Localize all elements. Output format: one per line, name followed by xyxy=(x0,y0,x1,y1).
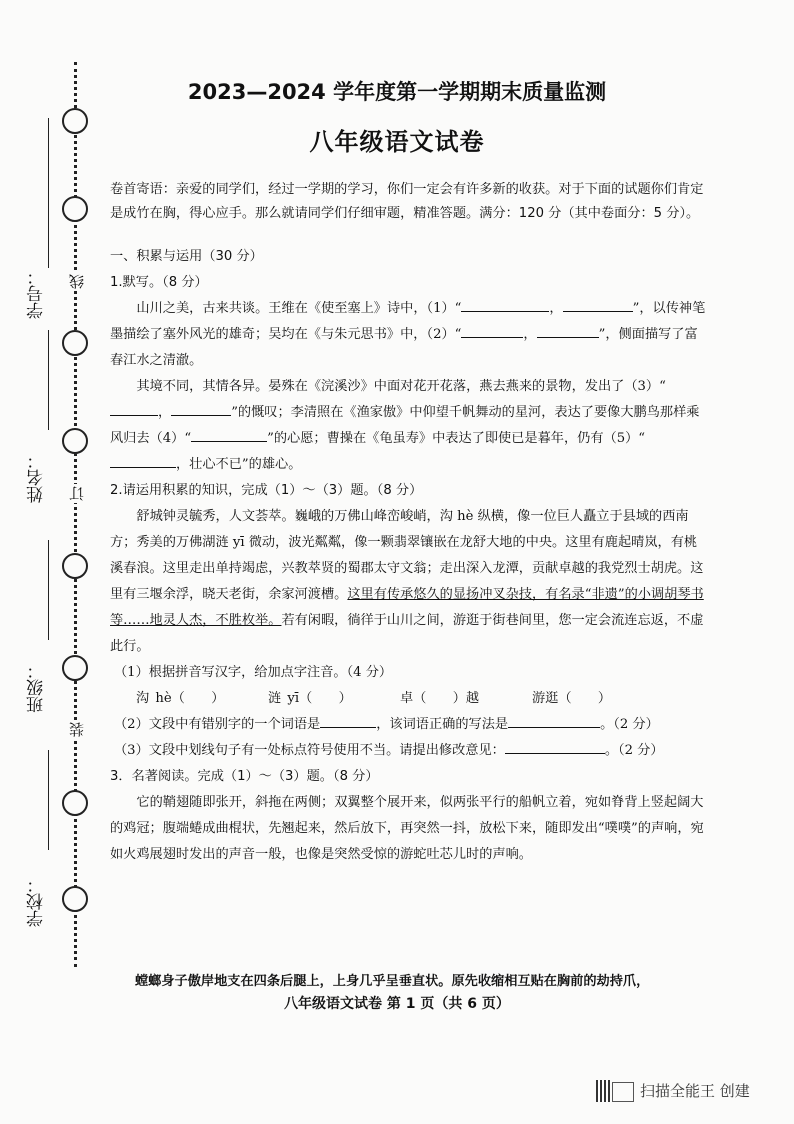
answer-blank-3b[interactable] xyxy=(171,401,231,416)
answer-blank-4[interactable] xyxy=(191,427,267,442)
section-heading: 一、积累与运用（30 分） xyxy=(110,249,263,264)
qr-code-icon xyxy=(596,1080,610,1102)
answer-blank-2a[interactable] xyxy=(461,323,523,338)
scanner-watermark xyxy=(596,1080,764,1102)
answer-blank-wrong-word[interactable] xyxy=(320,713,376,728)
pinyin-item[interactable]: 卓（ ）越 xyxy=(400,691,480,706)
answer-blank-punctuation[interactable] xyxy=(505,739,605,754)
question-3-passage: 它的鞘翅随即张开，斜拖在两侧；双翼整个展开来，似两张平行的船帆立着，宛如脊背上竖起阔大的鸡冠；腹端蜷成曲棍状，先翘起来，然后放下，再突然一抖，放松下来，随即发出“噗噗”的声响，宛如火鸡展翅时发出的声音一般，也像是突然受惊的游蛇吐芯儿时的声响。 xyxy=(110,795,704,862)
question-2-passage: 舒城钟灵毓秀，人文荟萃。巍峨的万佛山峰峦峻峭，沟 hè 纵横，像一位巨人矗立于县域的西南方；秀美的万佛湖涟 yī 微动，波光粼粼，像一颗翡翠镶嵌在龙舒大地的中央。这里有鹿起晴岚，有桃溪春浪。这里走出单持竭虑，兴教萃贤的蜀郡太守文翁；走出深入龙潭，贡献卓越的我党烈士胡虎。这里有三堰余浮，晓天老街，余家河渡槽。这里有传承悠久的显扬冲叉杂技，有名录“非遗”的小调胡琴书等……地灵人杰，不胜枚举。若有闲暇，徜徉于山川之间，游逛于街巷间里，您一定会流连忘返，不虚此行。 xyxy=(110,509,704,654)
staple-marker: 装 xyxy=(68,722,86,737)
student-id-label: 学号： xyxy=(27,268,47,319)
answer-blank-2b[interactable] xyxy=(537,323,599,338)
line-marker: 线 xyxy=(68,274,86,289)
question-2-title: 2.请运用积累的知识，完成（1）～（3）题。（8 分） xyxy=(110,483,423,498)
class-label: 班级： xyxy=(27,662,47,713)
class-write-line xyxy=(48,540,49,640)
answer-blank-1a[interactable] xyxy=(461,297,549,312)
question-1-paragraph-1: 山川之美，古来共谈。王维在《使至塞上》诗中，（1）“ ， ”，以传神笔墨描绘了塞外风光的雄奇；吴均在《与朱元思书》中，（2）“ ， ”，侧面描写了富春江水之清澈。 xyxy=(110,296,710,374)
binding-hole xyxy=(62,790,88,816)
exam-subtitle: 八年级语文试卷 xyxy=(309,128,485,156)
exam-content xyxy=(110,178,710,868)
name-write-line xyxy=(48,330,49,430)
answer-blank-correct-word[interactable] xyxy=(508,713,600,728)
binding-hole xyxy=(62,330,88,356)
answer-blank-5[interactable] xyxy=(110,453,176,468)
scanner-logo-icon xyxy=(612,1082,634,1102)
school-label: 学校： xyxy=(27,876,47,927)
name-label: 姓名： xyxy=(27,452,47,503)
binding-hole xyxy=(62,655,88,681)
page-footer: 八年级语文试卷 第 1 页（共 6 页） xyxy=(284,996,510,1012)
question-3-trailing-text: 螳螂身子傲岸地支在四条后腿上，上身几乎呈垂直状。原先收缩相互贴在胸前的劫持爪， xyxy=(135,974,650,989)
binding-hole xyxy=(62,428,88,454)
binding-hole xyxy=(62,553,88,579)
exam-title: 2023—2024 学年度第一学期期末质量监测 xyxy=(187,80,607,104)
binding-hole xyxy=(62,196,88,222)
school-write-line xyxy=(48,750,49,850)
pinyin-item[interactable]: 游逛（ ） xyxy=(532,691,612,706)
bind-marker: 订 xyxy=(68,486,86,501)
binding-margin xyxy=(0,0,110,1124)
question-3-title: 3．名著阅读。完成（1）～（3）题。（8 分） xyxy=(110,769,379,784)
underlined-sentence: 这里有传承悠久的显扬冲叉杂技，有名录“非遗”的小调胡琴书等……地灵人杰，不胜枚举。 xyxy=(110,587,704,628)
scanner-watermark-text: 扫描全能王 创建 xyxy=(640,1082,750,1100)
answer-blank-3a[interactable] xyxy=(110,401,158,416)
binding-hole xyxy=(62,886,88,912)
question-1-title: 1.默写。（8 分） xyxy=(110,275,208,290)
pinyin-item[interactable]: 沟 hè（ ） xyxy=(136,691,225,706)
question-2-sub-3: （3）文段中划线句子有一处标点符号使用不当。请提出修改意见： 。（2 分） xyxy=(110,738,710,764)
pinyin-row xyxy=(110,686,710,712)
answer-blank-1b[interactable] xyxy=(563,297,633,312)
question-2-sub-2: （2）文段中有错别字的一个词语是 ，该词语正确的写法是 。（2 分） xyxy=(110,712,710,738)
question-1-paragraph-2: 其境不同，其情各异。晏殊在《浣溪沙》中面对花开花落，燕去燕来的景物，发出了（3）“， ”的慨叹；李清照在《渔家傲》中仰望千帆舞动的星河，表达了要像大鹏鸟那样乘风归去（4）“ ”的心愿；曹操在《龟虽寿》中表达了即使已是暮年，仍有（5）“，壮心不已”的雄心。 xyxy=(110,379,700,472)
intro-message: 卷首寄语：亲爱的同学们，经过一学期的学习，你们一定会有许多新的收获。对于下面的试题你们肯定是成竹在胸，得心应手。那么就请同学们仔细审题，精准答题。满分：120 分（其中卷面分：5 分）。 xyxy=(110,182,704,221)
question-2-sub-1: （1）根据拼音写汉字，给加点字注音。（4 分） xyxy=(114,665,393,680)
pinyin-item[interactable]: 涟 yī（ ） xyxy=(268,691,352,706)
